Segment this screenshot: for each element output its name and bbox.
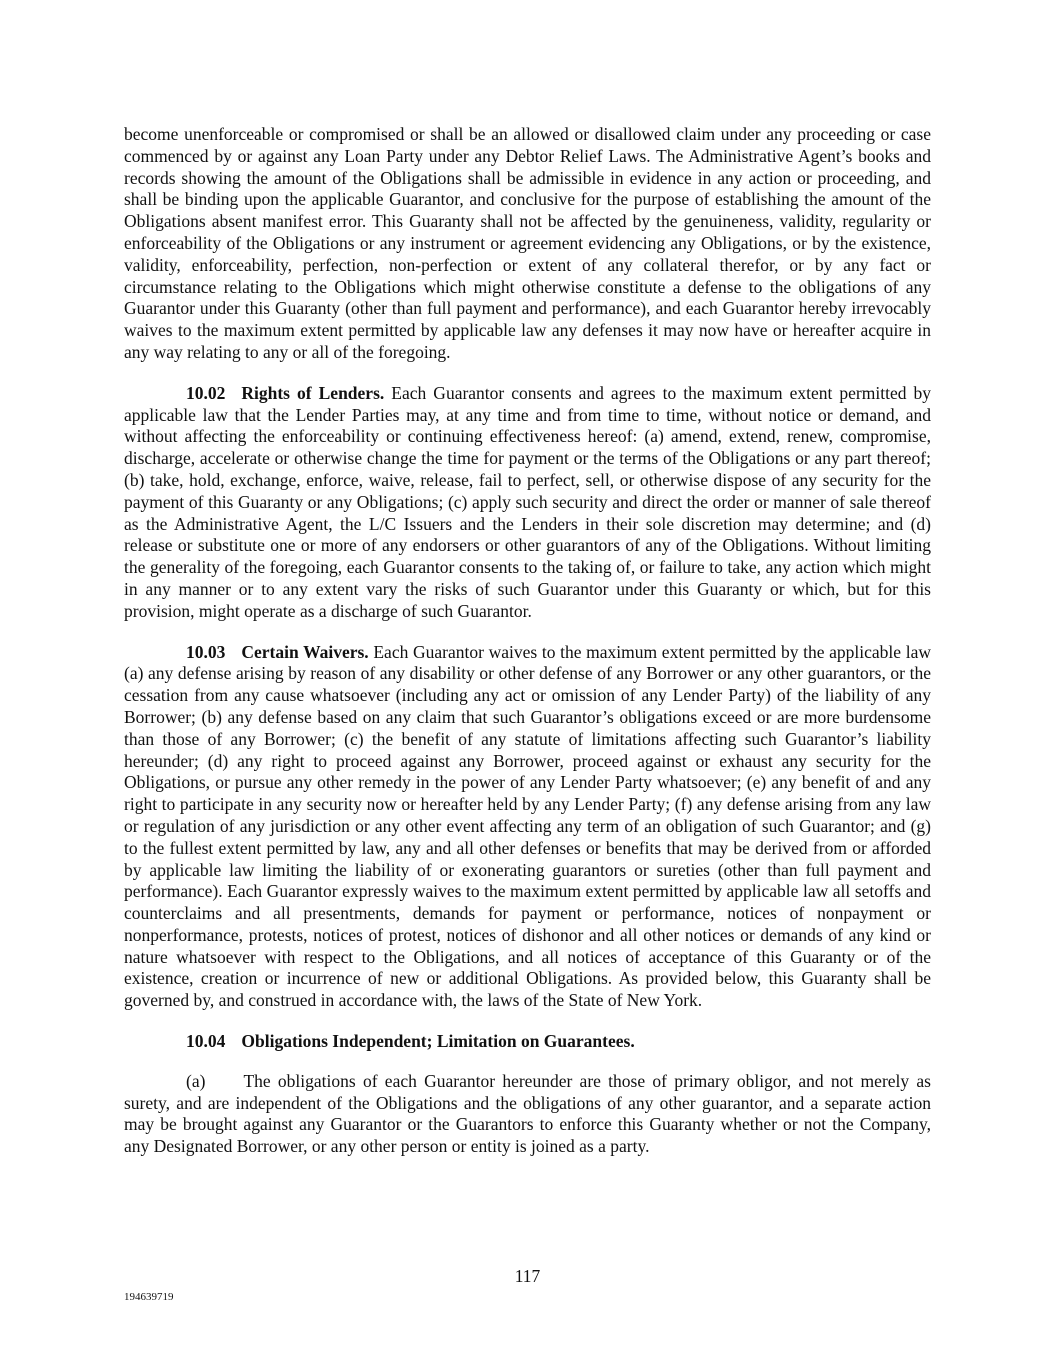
section-number: 10.03	[186, 641, 226, 662]
section-number: 10.02	[186, 382, 226, 403]
page-number: 117	[514, 1266, 541, 1286]
section-number: 10.04	[186, 1031, 226, 1052]
subsection-body: The obligations of each Guarantor hereunder are those of primary obligor, and not merely as surety, and are independent of the Obligations and the obligations of any other guarantor, and a separate action may be brought against any Guarantor or the Guarantors to enforce this Guaranty whether or not the Company, any Designated Borrower, or any other person or entity is joined as a party.	[124, 1070, 931, 1157]
document-id: 194639719	[124, 1291, 174, 1303]
section-body: Each Guarantor waives to the maximum extent permitted by the applicable law (a) any defense arising by reason of any disability or other defense of any Borrower or any other guarantors, or the cessation from any cause whatsoever (including any act or omission of any Lender Party) of the liability of any Borrower; (b) any defense based on any claim that such Guarantor’s obligations exceed or are more burdensome than those of any Borrower; (c) the benefit of any statute of limitations affecting such Guarantor’s liability hereunder; (d) any right to proceed against any Borrower, proceed against or exhaust any security for the Obligations, or pursue any other remedy in the power of any Lender Party whatsoever; (e) any benefit of and any right to participate in any security now or hereafter held by any Lender Party; (f) any defense arising from any law or regulation of any jurisdiction or any other event affecting any term of an obligation of such Guarantor; and (g) to the fullest extent permitted by law, any and all other defenses or benefits that may be derived from or afforded by applicable law limiting the liability of or exonerating guarantors or sureties (other than full payment and performance). Each Guarantor expressly waives to the maximum extent permitted by applicable law all setoffs and counterclaims and all presentments, demands for payment or performance, notices of nonpayment or nonperformance, protests, notices of protest, notices of dishonor and all other notices or demands of any kind or nature whatsoever with respect to the Obligations, and all notices of acceptance of this Guaranty or of the existence, creation or incurrence of new or additional Obligations. As provided below, this Guaranty shall be governed by, and construed in accordance with, the laws of the State of New York.	[124, 641, 931, 1011]
subsection-label: (a)	[186, 1070, 206, 1091]
section-body: Each Guarantor consents and agrees to the maximum extent permitted by applicable law that the Lender Parties may, at any time and from time to time, without notice or demand, and without affecting the enforceability or continuing effectiveness hereof: (a) amend, extend, renew, compromise, discharge, accelerate or otherwise change the time for payment or the terms of the Obligations or any part thereof; (b) take, hold, exchange, enforce, waive, release, fail to perfect, sell, or otherwise dispose of any security for the payment of this Guaranty or any Obligations; (c) apply such security and direct the order or manner of sale thereof as the Administrative Agent, the L/C Issuers and the Lenders in their sole discretion may determine; and (d) release or substitute one or more of any endorsers or other guarantors of any of the Obligations. Without limiting the generality of the foregoing, each Guarantor consents to the taking of, or failure to take, any action which might in any manner or to any extent vary the risks of such Guarantor under this Guaranty or which, but for this provision, might operate as a discharge of such Guarantor.	[124, 382, 932, 621]
section-10-03	[124, 642, 931, 1013]
document-page	[124, 124, 931, 1177]
subsection-10-04-a	[124, 1071, 931, 1158]
section-10-04	[124, 1031, 931, 1053]
section-title: Obligations Independent; Limitation on Guarantees.	[241, 1031, 635, 1052]
paragraph-continuation: become unenforceable or compromised or shall be an allowed or disallowed claim under any proceeding or case commenced by or against any Loan Party under any Debtor Relief Laws. The Administrative Agent’s books and records showing the amount of the Obligations shall be admissible in evidence in any action or proceeding, and shall be binding upon the applicable Guarantor, and conclusive for the purpose of establishing the amount of the Obligations absent manifest error. This Guaranty shall not be affected by the genuineness, validity, regularity or enforceability of the Obligations or any instrument or agreement evidencing any Obligations, or by the existence, validity, enforceability, perfection, non-perfection or extent of any collateral therefor, or by any fact or circumstance relating to the Obligations which might otherwise constitute a defense to the obligations of any Guarantor under this Guaranty (other than full payment and performance), and each Guarantor hereby irrevocably waives to the maximum extent permitted by applicable law any defenses it may now have or hereafter acquire in any way relating to any or all of the foregoing.	[124, 124, 931, 362]
section-title: Certain Waivers.	[241, 641, 369, 662]
section-10-02	[124, 383, 931, 623]
section-title: Rights of Lenders.	[241, 382, 385, 403]
